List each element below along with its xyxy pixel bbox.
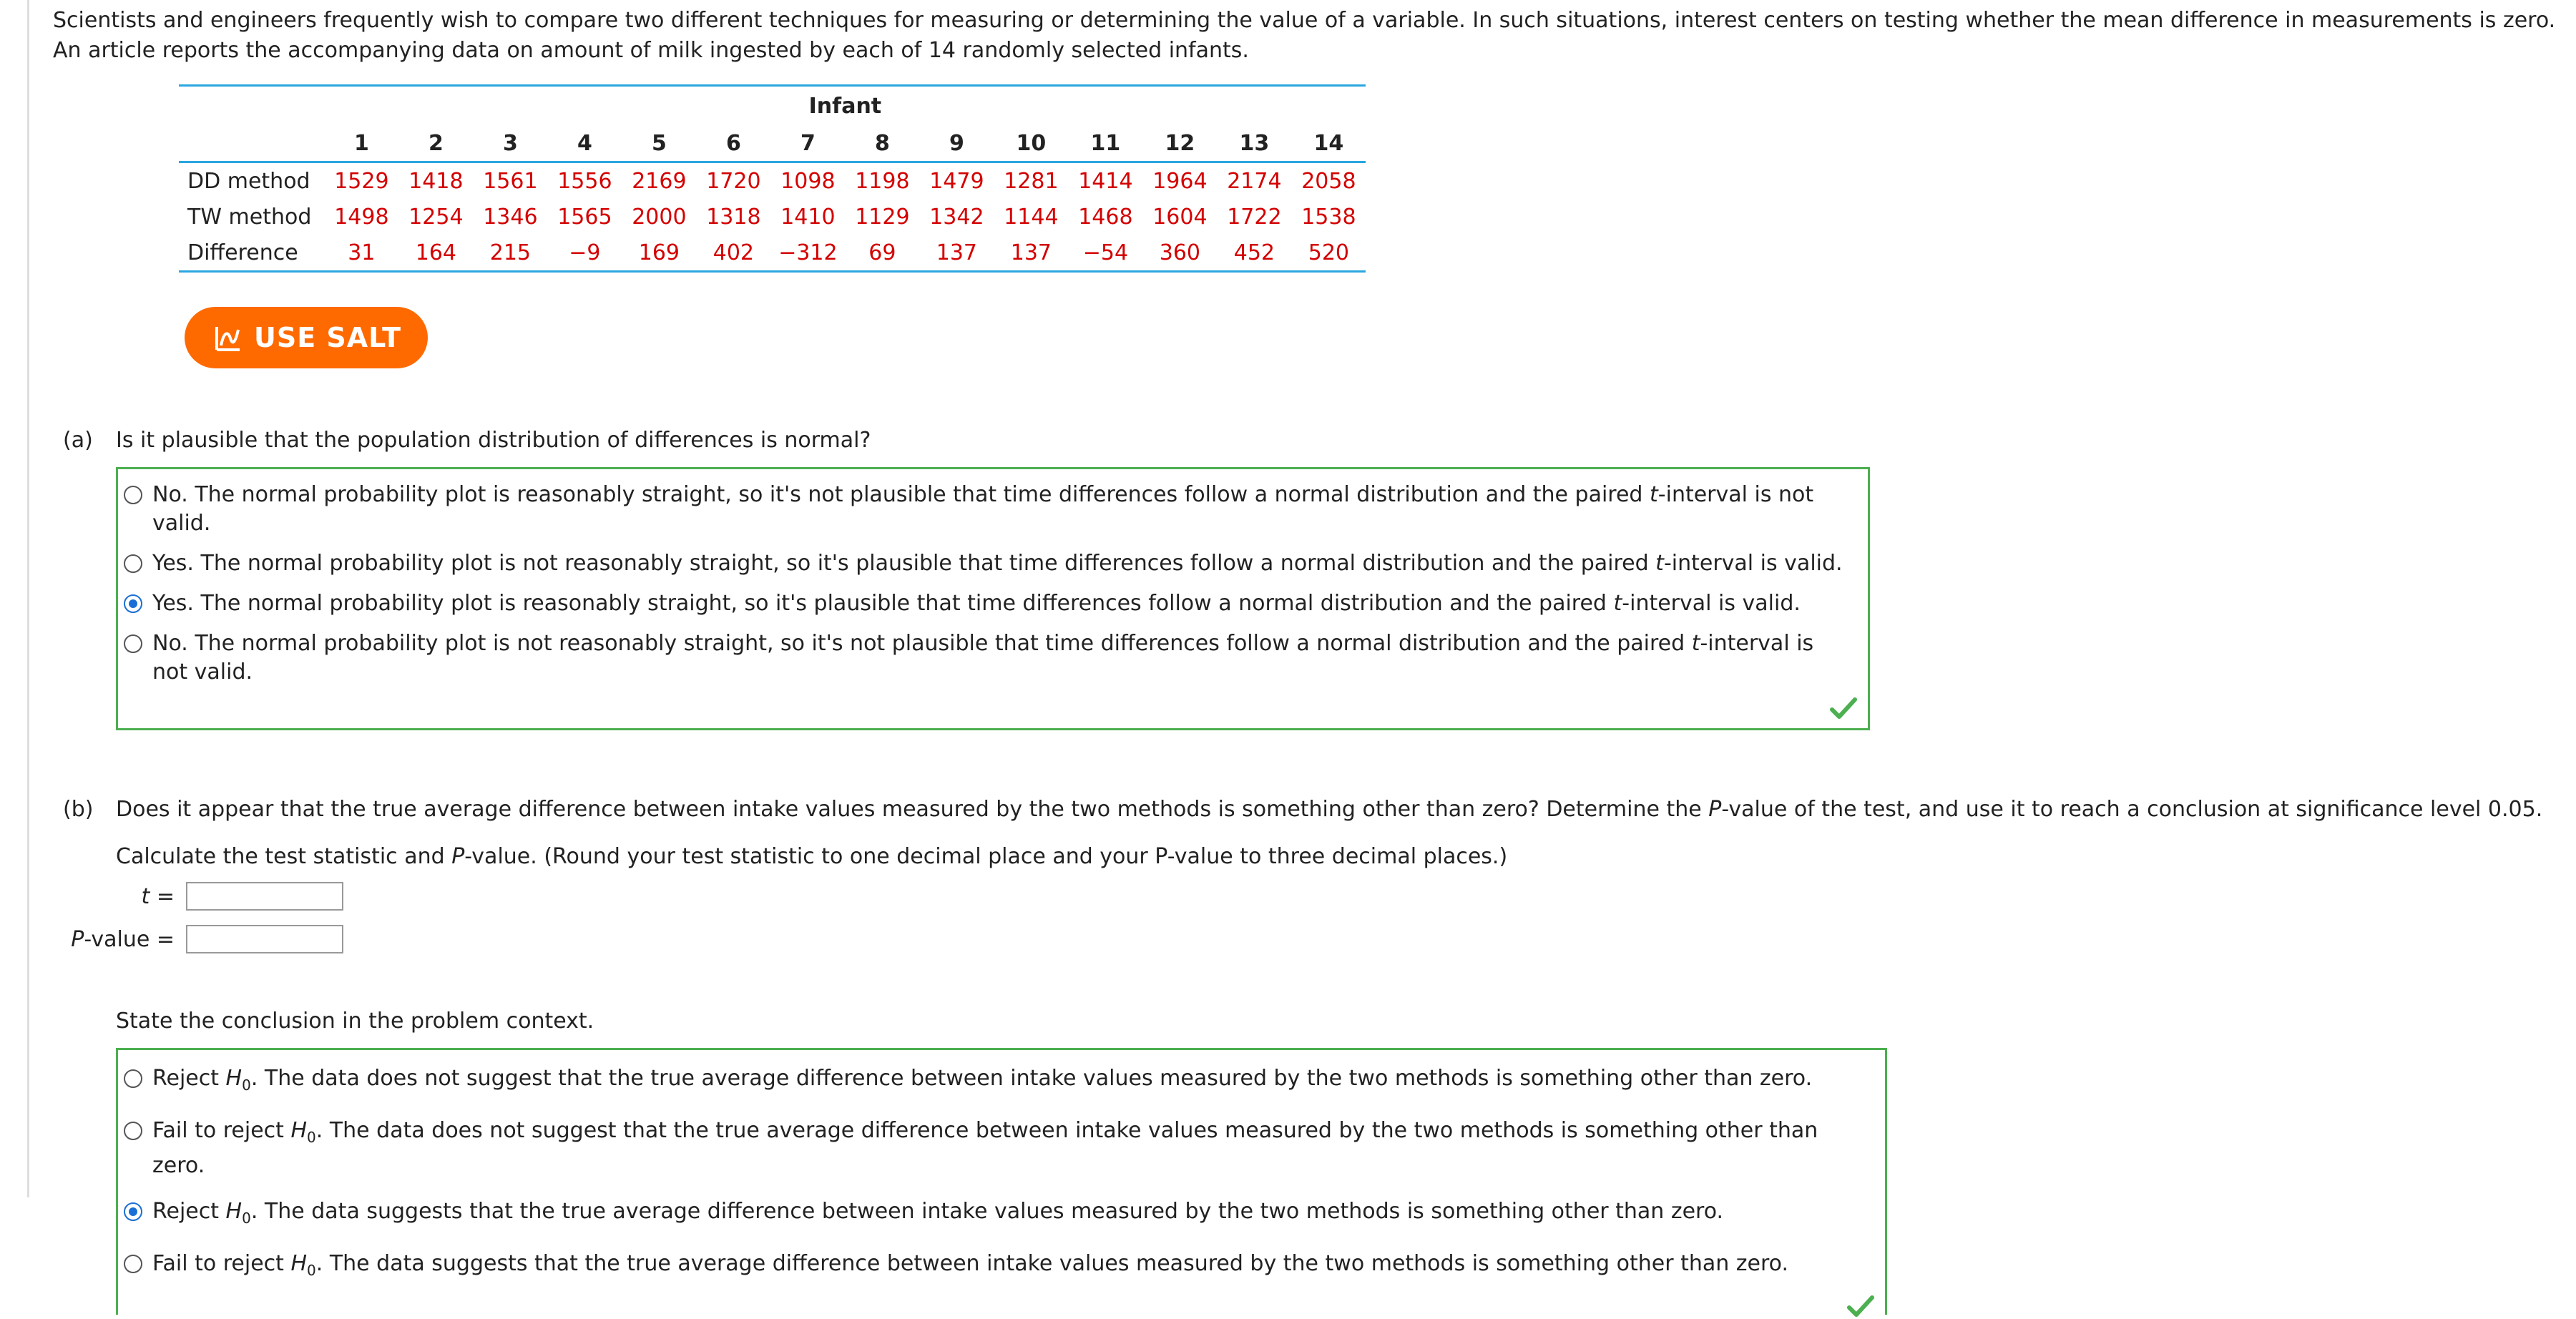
table-row [179,235,1366,272]
infant-column-header: 14 [1291,125,1366,162]
table-cell: −312 [770,235,845,272]
table-cell: 1129 [855,204,910,230]
row-label: TW method [187,204,312,230]
radio-button[interactable] [124,1069,142,1088]
table-cell: 1561 [483,168,538,194]
infant-column-header: 2 [398,125,473,162]
p-value-label: P-value = [71,926,175,952]
row-label: DD method [187,168,310,194]
option-text: Reject $H_0$. The data does not suggest that the true average difference between intake values measured by the two methods is something other than zero. [152,1066,1813,1094]
radio-button[interactable] [124,1255,142,1273]
part-a-option-2[interactable] [124,544,1853,584]
radio-button[interactable] [124,634,142,653]
t-stat-row [53,878,2557,915]
part-a-letter: (a) [63,428,93,453]
part-b-letter: (b) [63,797,94,822]
infant-column-header: 12 [1142,125,1217,162]
table-cell: 1556 [557,168,612,194]
table-cell: 137 [919,235,994,272]
table-cell: 520 [1291,235,1366,272]
infant-column-header: 1 [324,125,398,162]
use-salt-label: USE SALT [253,322,402,353]
infant-column-header: 5 [622,125,696,162]
p-value-row [53,921,2557,958]
option-text: Yes. The normal probability plot is not reasonably straight, so it's plausible that time differences follow a normal distribution and the paired t-interval is valid. [152,551,1843,576]
infant-column-header: 4 [547,125,622,162]
table-cell: 1468 [1078,204,1133,230]
use-salt-button[interactable] [185,307,428,368]
t-stat-input[interactable] [186,882,343,911]
infant-column-header: 3 [473,125,547,162]
table-cell: 1098 [780,168,836,194]
table-corner-cell [179,125,324,162]
table-cell: 1498 [334,204,389,230]
p-value-input[interactable] [186,925,343,953]
part-a-question: Is it plausible that the population distribution of differences is normal? [116,428,871,453]
part-a [53,426,2557,730]
table-group-header-row [179,86,1366,126]
radio-button[interactable] [124,594,142,613]
table-row [179,199,1366,235]
correct-checkmark-icon [1846,1295,1875,1319]
option-text: Yes. The normal probability plot is reasonably straight, so it's plausible that time differences follow a normal distribution and the paired t-interval is valid. [152,591,1801,616]
table-cell: 1538 [1301,204,1356,230]
table-cell: 1479 [929,168,984,194]
part-b-answer-box [116,1048,1887,1315]
problem-intro: Scientists and engineers frequently wish to compare two different techniques for measuring or determining the value of a variable. In such situations, interest centers on testing whether the mean difference in measurements is zero. An article reports the accompanying data on amount of milk ingested by each of 14 randomly selected infants. [53,8,2556,63]
table-cell: 1418 [408,168,464,194]
table-cell: 1414 [1078,168,1133,194]
table-cell: 1410 [780,204,836,230]
table-cell: 1722 [1227,204,1282,230]
table-cell: 1964 [1152,168,1208,194]
table-cell: 360 [1142,235,1217,272]
table-cell: 452 [1217,235,1291,272]
salt-logo-icon [211,321,244,354]
table-cell: 1144 [1004,204,1059,230]
left-margin-rule [27,0,29,1197]
table-row [179,162,1366,200]
option-text: Fail to reject $H_0$. The data does not suggest that the true average difference between intake values measured by the two methods is something other than zero. [152,1118,1818,1178]
part-b-option-2[interactable] [124,1108,1871,1189]
part-b-option-1[interactable] [124,1056,1871,1108]
infant-column-header: 9 [919,125,994,162]
table-cell: 1198 [855,168,910,194]
table-cell: 1346 [483,204,538,230]
milk-data-table [179,84,1366,273]
part-a-answer-box [116,467,1870,730]
part-b-question: Does it appear that the true average difference between intake values measured by the two methods is something other than zero? Determine the P-value of the test, and use it to reach a conclusion at significance level 0.05. [116,797,2543,822]
table-cell: −54 [1068,235,1142,272]
infant-column-header: 10 [994,125,1068,162]
option-text: No. The normal probability plot is not reasonably straight, so it's not plausible that time differences follow a normal distribution and the paired t-interval is not valid. [152,631,1814,685]
table-cell: 215 [473,235,547,272]
table-cell: 402 [696,235,770,272]
option-text: Reject $H_0$. The data suggests that the true average difference between intake values measured by the two methods is something other than zero. [152,1199,1724,1227]
content [53,6,2557,1315]
infant-column-header: 7 [770,125,845,162]
row-label: Difference [179,235,324,272]
radio-button[interactable] [124,1202,142,1221]
part-a-option-1[interactable] [124,475,1853,544]
part-b-option-3[interactable] [124,1189,1871,1241]
conclusion-prompt: State the conclusion in the problem context. [116,1009,594,1034]
infant-column-header: 11 [1068,125,1142,162]
correct-checkmark-icon [1829,697,1858,721]
table-cell: 2000 [632,204,687,230]
table-cell: 169 [622,235,696,272]
part-b [53,795,2557,1315]
infant-column-header: 8 [845,125,919,162]
table-cell: 1529 [334,168,389,194]
table-cell: 1604 [1152,204,1208,230]
radio-button[interactable] [124,1122,142,1140]
radio-button[interactable] [124,486,142,504]
table-cell: 1342 [929,204,984,230]
part-a-option-4[interactable] [124,624,1853,692]
infant-group-header: Infant [324,86,1366,126]
option-text: Fail to reject $H_0$. The data suggests that the true average difference between intake values measured by the two methods is something other than zero. [152,1251,1789,1279]
table-cell: 1318 [706,204,761,230]
table-cell: 1281 [1004,168,1059,194]
table-cell: 2058 [1301,168,1356,194]
option-text: No. The normal probability plot is reasonably straight, so it's not plausible that time differences follow a normal distribution and the paired t-interval is not valid. [152,482,1814,536]
part-b-option-4[interactable] [124,1241,1871,1293]
table-column-header-row [179,125,1366,162]
table-corner-cell [179,86,324,126]
table-cell: 1720 [706,168,761,194]
calc-instructions: Calculate the test statistic and P-value. (Round your test statistic to one decimal place and your P-value to three decimal places.) [116,844,1508,869]
infant-column-header: 6 [696,125,770,162]
table-cell: 164 [398,235,473,272]
table-cell: 69 [845,235,919,272]
table-cell: 1254 [408,204,464,230]
infant-column-header: 13 [1217,125,1291,162]
table-cell: −9 [547,235,622,272]
table-cell: 1565 [557,204,612,230]
radio-button[interactable] [124,554,142,573]
table-cell: 2169 [632,168,687,194]
part-a-option-3[interactable] [124,584,1853,624]
table-cell: 31 [324,235,398,272]
t-stat-label: t = [141,883,175,909]
table-cell: 2174 [1227,168,1282,194]
table-cell: 137 [994,235,1068,272]
